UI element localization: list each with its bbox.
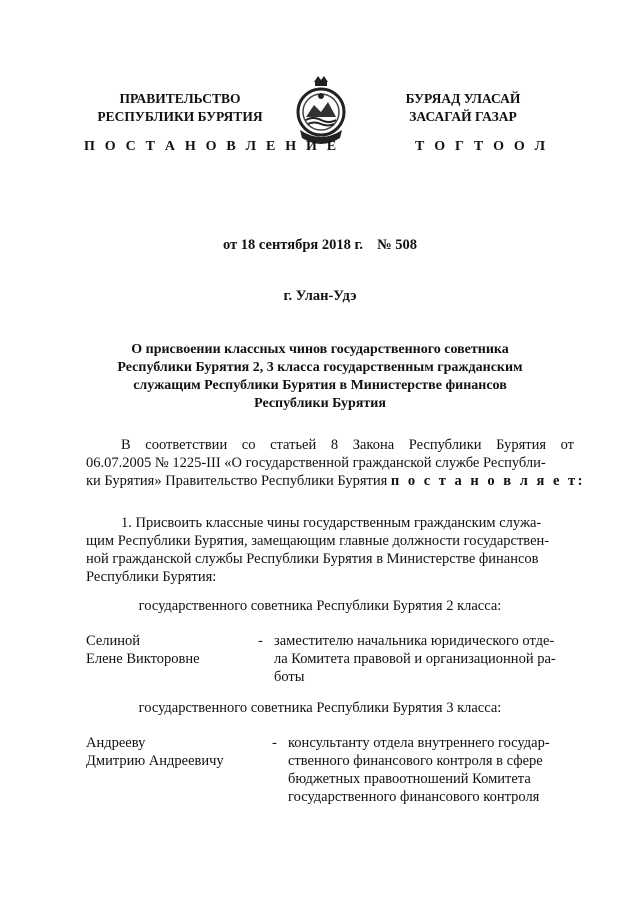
position-line: ла Комитета правовой и организационной ра- bbox=[274, 651, 556, 667]
clause-line: Республики Бурятия: bbox=[86, 569, 217, 585]
preamble-line bbox=[86, 472, 585, 490]
appointee-position bbox=[274, 632, 556, 686]
surname: Андрееву bbox=[86, 735, 146, 751]
clause-1-paragraph bbox=[86, 514, 574, 586]
appointee-name bbox=[86, 632, 256, 668]
rank-heading-class-3: государственного советника Республики Бурятия 3 класса: bbox=[138, 700, 502, 716]
preamble-line: 06.07.2005 № 1225-III «О государственной гражданской службе Республи- bbox=[86, 455, 546, 471]
decree-keyword: п о с т а н о в л я е т: bbox=[390, 473, 585, 489]
org-name-buryat bbox=[378, 90, 548, 126]
org-name-russian bbox=[80, 90, 280, 126]
position-line: государственного финансового контроля bbox=[288, 789, 540, 805]
appointee-name bbox=[86, 734, 256, 770]
position-line: заместителю начальника юридического отде- bbox=[274, 633, 555, 649]
title-line: служащим Республики Бурятия в Министерстве финансов bbox=[133, 378, 507, 393]
position-line: боты bbox=[274, 669, 305, 685]
clause-line: щим Республики Бурятия, замещающим главные должности государствен- bbox=[86, 533, 550, 549]
preamble-line: В соответствии со статьей 8 Закона Республики Бурятия от bbox=[121, 437, 574, 453]
org-name-line: ЗАСАГАЙ ГАЗАР bbox=[409, 109, 517, 124]
clause-line: 1. Присвоить классные чины государственным гражданским служа- bbox=[121, 515, 542, 531]
appointee-position bbox=[288, 734, 550, 806]
org-name-line: РЕСПУБЛИКИ БУРЯТИЯ bbox=[97, 109, 263, 124]
surname: Селиной bbox=[86, 633, 141, 649]
rank-heading-class-2: государственного советника Республики Бурятия 2 класса: bbox=[138, 598, 502, 614]
doc-type-buryat: Т О Г Т О О Л bbox=[415, 139, 549, 154]
date-number-line bbox=[0, 237, 640, 254]
position-line: ственного финансового контроля в сфере bbox=[288, 753, 543, 769]
clause-line: ной гражданской службы Республики Бурятия в Министерстве финансов bbox=[86, 551, 539, 567]
preamble-paragraph bbox=[86, 436, 585, 490]
position-line: консультанту отдела внутреннего государ- bbox=[288, 735, 550, 751]
org-name-line: ПРАВИТЕЛЬСТВО bbox=[119, 91, 241, 106]
document-title bbox=[100, 341, 540, 413]
position-line: бюджетных правоотношений Комитета bbox=[288, 771, 531, 787]
doc-type-russian: П О С Т А Н О В Л Е Н И Е bbox=[84, 139, 340, 154]
separator-dash: - bbox=[272, 735, 277, 751]
document-number: № 508 bbox=[377, 237, 418, 253]
title-line: Республики Бурятия 2, 3 класса государственным гражданским bbox=[117, 360, 523, 375]
given-names: Дмитрию Андреевичу bbox=[86, 753, 224, 769]
title-line: Республики Бурятия bbox=[254, 396, 386, 411]
document-date: от 18 сентября 2018 г. bbox=[222, 237, 364, 253]
document-city: г. Улан-Удэ bbox=[283, 288, 357, 304]
separator-dash: - bbox=[258, 633, 263, 649]
given-names: Елене Викторовне bbox=[86, 651, 200, 667]
preamble-text: ки Бурятия» Правительство Республики Бурятия bbox=[86, 473, 391, 489]
title-line: О присвоении классных чинов государственного советника bbox=[131, 342, 509, 357]
org-name-line: БУРЯАД УЛАСАЙ bbox=[405, 91, 521, 106]
